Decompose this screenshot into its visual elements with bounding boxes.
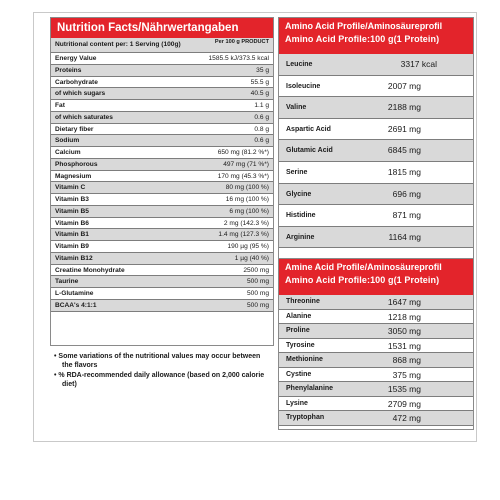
amino-row [279, 205, 473, 227]
nutrition-row [51, 194, 273, 206]
row-value: 1815 mg [387, 166, 421, 177]
amino-profile-subtitle: Amino Acid Profile:100 g(1 Protein) [285, 275, 440, 285]
row-label: Tyrosine [286, 341, 315, 349]
row-label: Vitamin B5 [55, 207, 89, 215]
row-value: 1218 mg [387, 311, 421, 322]
row-label: Aspartic Acid [286, 125, 331, 133]
row-label: Taurine [55, 278, 79, 286]
amino-profile-header [279, 259, 473, 295]
row-value: 6845 mg [387, 145, 421, 156]
row-value: 170 mg (45.3 %*) [217, 172, 269, 180]
nutrition-row [51, 276, 273, 288]
amino-rows [279, 54, 473, 248]
nutrition-row [51, 147, 273, 159]
nutrition-row [51, 135, 273, 147]
row-value: 80 mg (100 %) [225, 184, 269, 192]
row-value: 472 mg [392, 413, 421, 423]
row-value: 2709 mg [387, 398, 421, 409]
nutrition-row [51, 300, 273, 312]
row-label: Serine [286, 168, 308, 176]
amino-row [279, 339, 473, 354]
amino-acid-profile-table-2 [278, 258, 474, 430]
row-label: Dietary fiber [55, 125, 94, 133]
row-value: 1.1 g [254, 102, 269, 109]
nutrition-row [51, 171, 273, 183]
row-value: 2188 mg [387, 102, 421, 113]
row-value: 2 mg (142.3 %) [223, 219, 269, 227]
nutrition-column-header [51, 38, 273, 53]
row-label: of which saturates [55, 113, 113, 121]
row-value: 650 mg (81.2 %*) [217, 149, 269, 156]
row-label: Arginine [286, 233, 315, 241]
row-label: Tryptophan [286, 414, 325, 421]
row-value: 871 mg [392, 210, 421, 221]
row-label: Proteins [55, 66, 82, 74]
amino-row [279, 119, 473, 141]
nutrition-row [51, 218, 273, 230]
row-value: 696 mg [392, 188, 421, 199]
amino-row [279, 324, 473, 339]
row-label: Sodium [55, 137, 80, 145]
row-label: Vitamin B1 [55, 231, 89, 239]
row-value: 0.8 g [254, 125, 269, 133]
row-value: 40.5 g [250, 90, 269, 98]
nutrition-row [51, 288, 273, 300]
row-value: 500 mg [247, 301, 269, 309]
row-value: 1 µg (40 %) [234, 254, 269, 262]
row-label: Threonine [286, 298, 320, 305]
row-label: Lysine [286, 399, 308, 407]
nutrition-row [51, 65, 273, 77]
row-value: 16 mg (100 %) [225, 196, 269, 203]
row-label: BCAA's 4:1:1 [55, 301, 97, 309]
nutrition-row [51, 182, 273, 194]
nutrition-row [51, 159, 273, 171]
row-value: 1535 mg [387, 384, 421, 394]
row-value: 3050 mg [387, 326, 421, 336]
row-label: Proline [286, 327, 310, 334]
serving-label: Nutritional content per: 1 Serving (100g) [55, 41, 181, 48]
row-label: Glutamic Acid [286, 147, 333, 155]
nutrition-row [51, 241, 273, 253]
row-value: 375 mg [392, 369, 421, 380]
row-label: Vitamin B9 [55, 243, 89, 250]
row-label: Energy Value [55, 55, 97, 62]
row-value: 35 g [256, 66, 269, 74]
row-label: L-Glutamine [55, 290, 94, 297]
amino-row [279, 184, 473, 206]
row-value: 0.6 g [254, 137, 269, 145]
amino-profile-title: Amine Acid Profile/Aminosäureprofil [285, 262, 442, 272]
nutrition-row [51, 265, 273, 277]
row-value: 2500 mg [243, 266, 269, 274]
row-label: Creatine Monohydrate [55, 266, 125, 274]
row-label: Cystine [286, 370, 312, 378]
row-label: Vitamin C [55, 184, 86, 192]
amino-row [279, 368, 473, 383]
row-label: Phosphorous [55, 160, 98, 168]
nutrition-row [51, 253, 273, 265]
amino-profile-title: Amino Acid Profile/Aminosäureprofil [285, 21, 443, 31]
row-label: Calcium [55, 149, 81, 156]
nutrition-row [51, 53, 273, 65]
row-value: 55.5 g [250, 78, 269, 86]
row-value: 2007 mg [387, 80, 421, 91]
amino-row [279, 97, 473, 119]
nutrition-row [51, 112, 273, 124]
row-label: Vitamin B12 [55, 254, 93, 262]
amino-row [279, 162, 473, 184]
row-value: 1.4 mg (127.3 %) [218, 231, 269, 239]
row-label: Isoleucine [286, 82, 321, 90]
row-value: 1647 mg [387, 297, 421, 307]
nutrition-facts-table [50, 17, 274, 346]
footnotes [54, 352, 272, 390]
row-label: Methionine [286, 356, 323, 363]
amino-row [279, 353, 473, 368]
row-value: 500 mg [247, 290, 269, 297]
amino-row [279, 411, 473, 426]
amino-acid-profile-table-1 [278, 17, 474, 271]
row-label: Carbohydrate [55, 78, 98, 86]
row-label: Vitamin B6 [55, 219, 89, 227]
nutrition-row [51, 100, 273, 112]
nutrition-row [51, 206, 273, 218]
amino-row [279, 382, 473, 397]
amino-row [279, 227, 473, 249]
amino-rows [279, 295, 473, 426]
row-value: 868 mg [392, 355, 421, 365]
amino-row [279, 310, 473, 325]
amino-row [279, 54, 473, 76]
amino-profile-header [279, 18, 473, 54]
row-value: 3317 kcal [400, 59, 437, 69]
amino-row [279, 76, 473, 98]
per-100g-label: Per 100 g PRODUCT [214, 39, 269, 45]
row-label: Glycine [286, 190, 312, 198]
row-label: Leucine [286, 61, 313, 68]
row-label: Phenylalanine [286, 385, 334, 392]
amino-row [279, 295, 473, 310]
row-value: 2691 mg [387, 123, 421, 134]
row-value: 6 mg (100 %) [229, 207, 269, 215]
amino-row [279, 397, 473, 412]
row-label: Valine [286, 104, 307, 112]
row-label: Vitamin B3 [55, 196, 89, 203]
nutrition-row [51, 229, 273, 241]
row-label: Fat [55, 102, 65, 109]
footnote: • Some variations of the nutritional values may occur between the flavors [54, 353, 261, 369]
row-label: Magnesium [55, 172, 92, 180]
nutrition-row [51, 77, 273, 89]
row-value: 500 mg [247, 278, 269, 286]
nutrition-row [51, 88, 273, 100]
row-value: 0.6 g [254, 113, 269, 121]
row-value: 1585.5 kJ/373.5 kcal [208, 55, 269, 62]
footnote: • % RDA-recommended daily allowance (based on 2,000 calorie diet) [54, 372, 265, 388]
row-value: 1164 mg [388, 231, 421, 242]
row-label: Alanine [286, 312, 312, 320]
row-label: of which sugars [55, 90, 106, 98]
row-label: Histidine [286, 212, 316, 220]
amino-row [279, 140, 473, 162]
amino-profile-subtitle: Amino Acid Profile:100 g(1 Protein) [285, 34, 440, 44]
row-value: 190 µg (95 %) [227, 243, 269, 250]
nutrition-facts-title: Nutrition Facts/Nährwertangaben [51, 18, 273, 38]
row-value: 497 mg (71 %*) [223, 160, 269, 168]
nutrition-row [51, 124, 273, 136]
nutrition-rows [51, 53, 273, 312]
row-value: 1531 mg [387, 340, 421, 351]
